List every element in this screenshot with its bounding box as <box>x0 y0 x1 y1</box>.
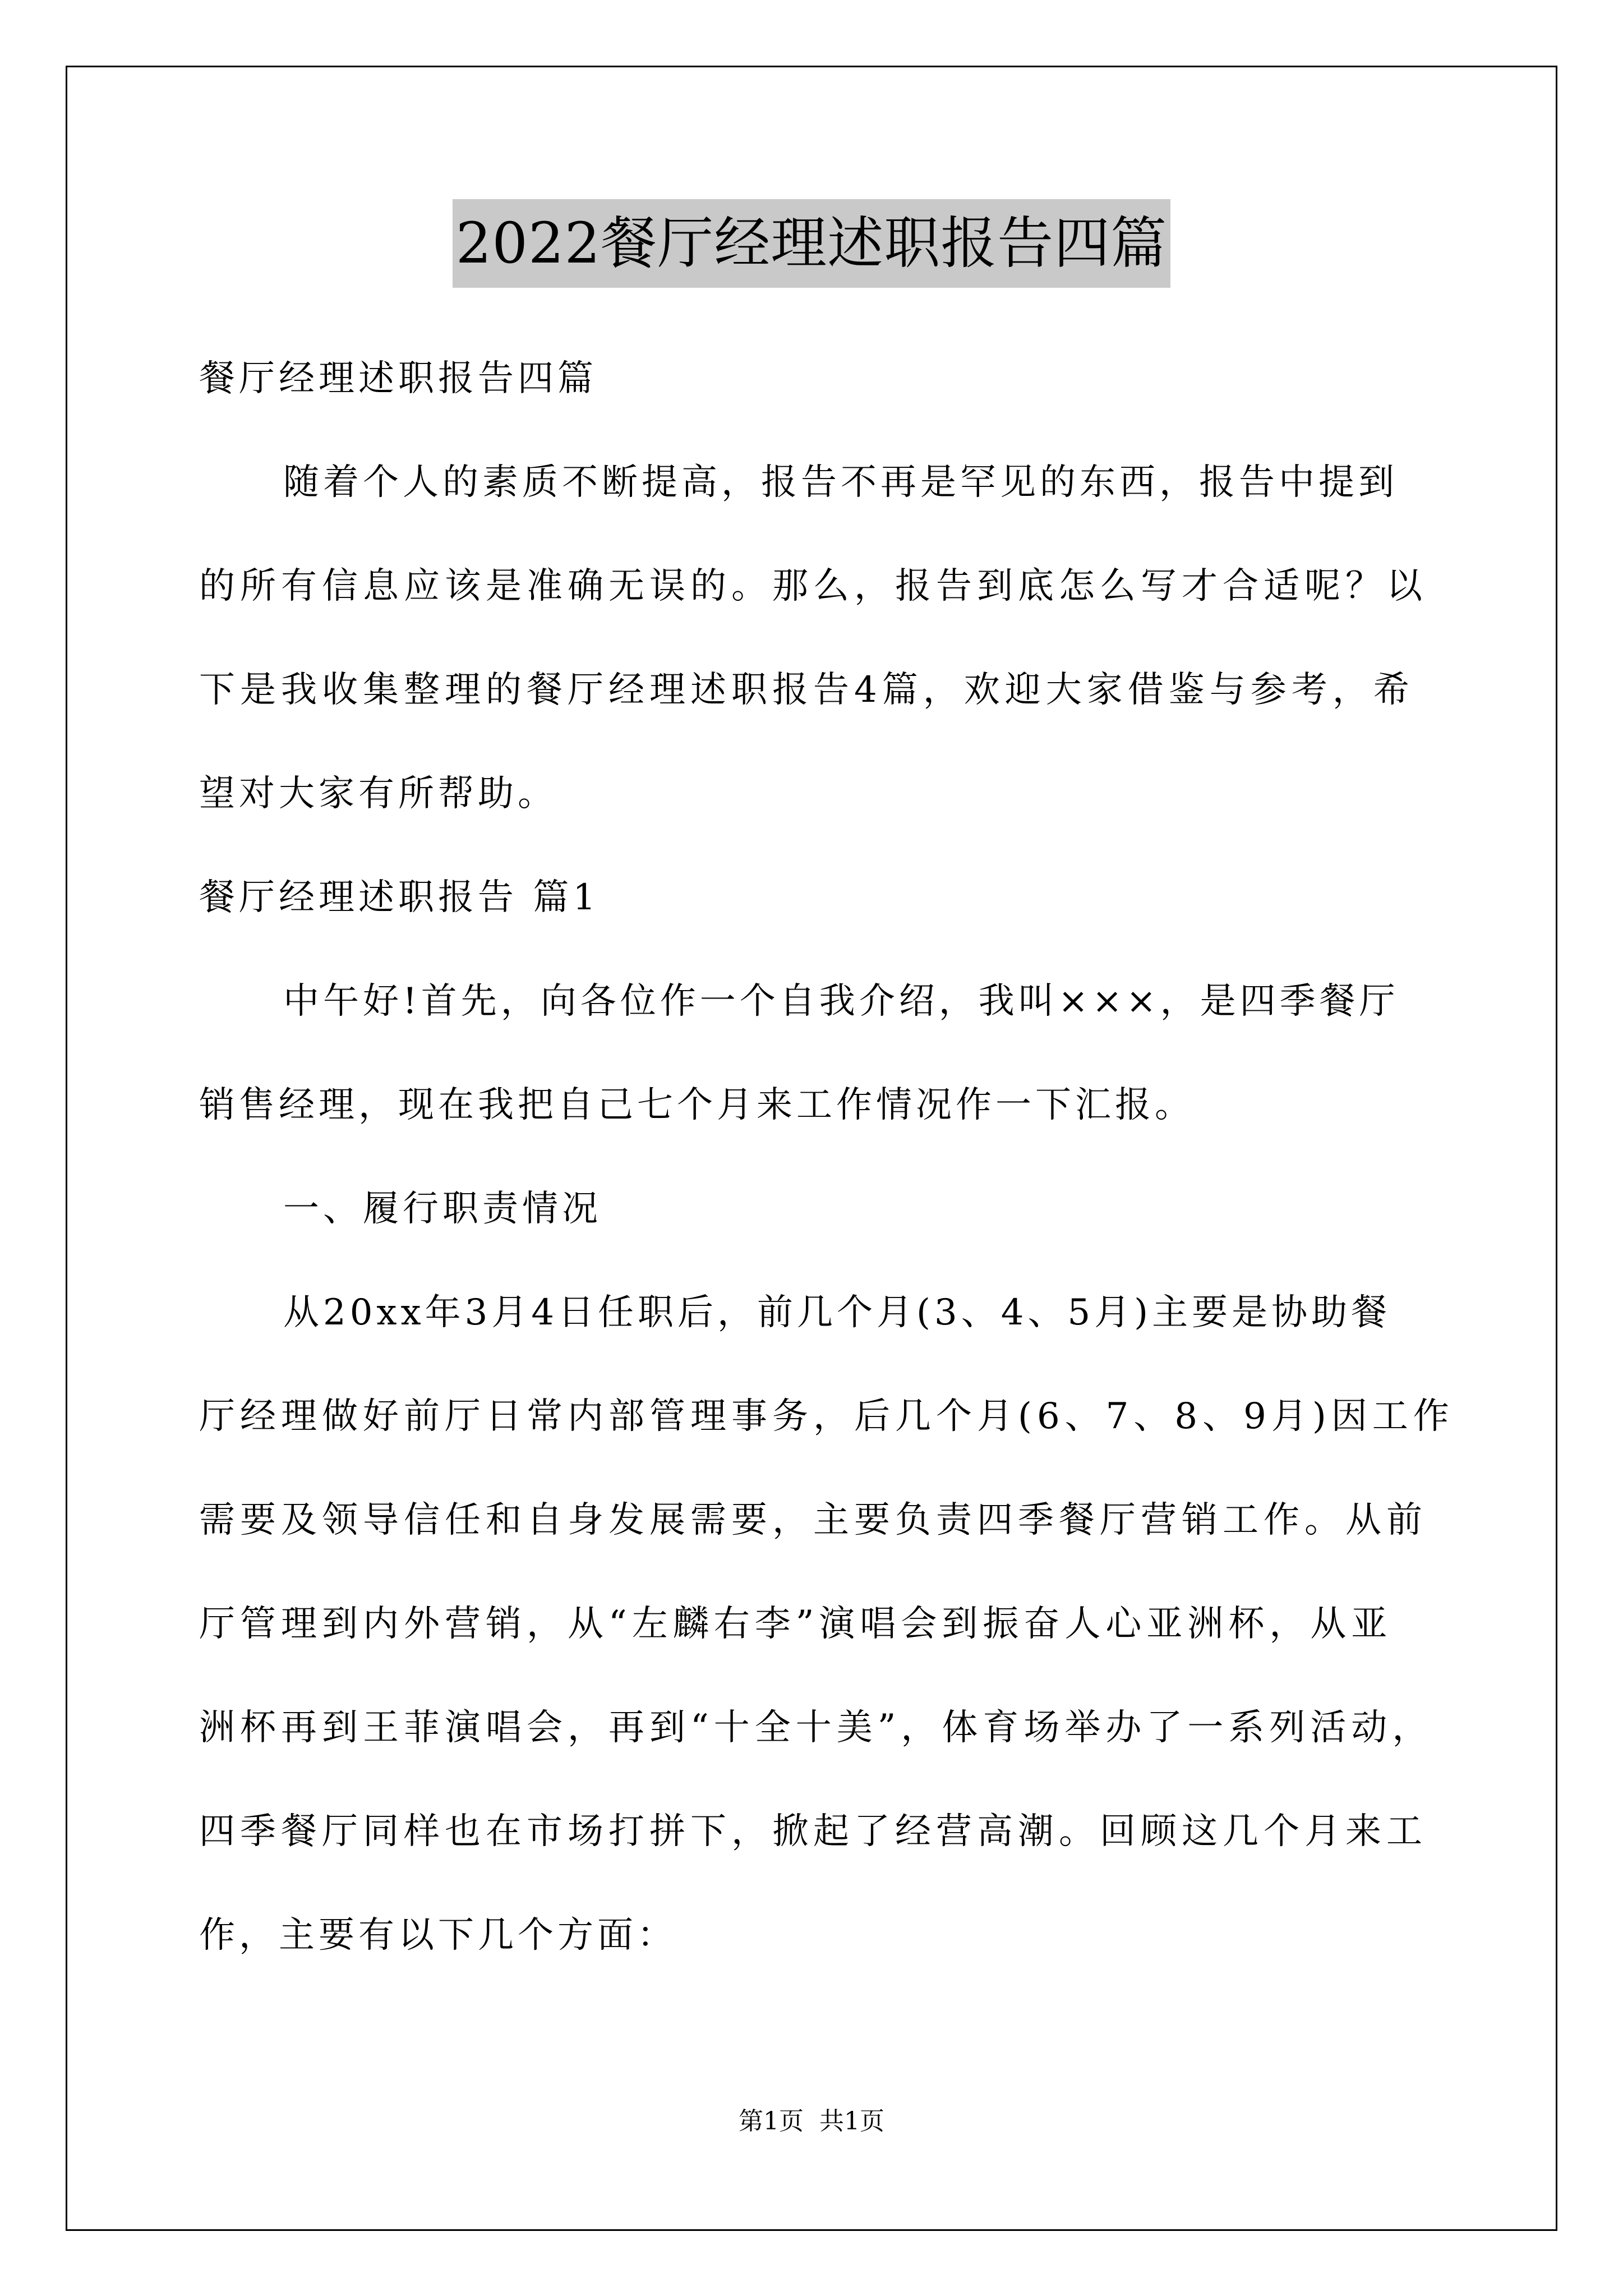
intro-line-2: 的所有信息应该是准确无误的。那么，报告到底怎么写才合适呢？以 <box>199 565 1427 607</box>
body-line-2: 厅经理做好前厅日常内部管理事务，后几个月(6、7、8、9月)因工作 <box>199 1396 1454 1437</box>
greeting-line-2: 销售经理，现在我把自己七个月来工作情况作一下汇报。 <box>199 1084 1195 1126</box>
document-title: 2022餐厅经理述职报告四篇 <box>453 199 1171 288</box>
section-heading: 餐厅经理述职报告 篇1 <box>199 877 600 918</box>
intro-line-1: 随着个人的素质不断提高，报告不再是罕见的东西，报告中提到 <box>283 462 1398 503</box>
body-line-4: 厅管理到内外营销，从“左麟右李”演唱会到振奋人心亚洲杯，从亚 <box>199 1603 1393 1645</box>
intro-line-4: 望对大家有所帮助。 <box>199 773 557 815</box>
intro-line-3: 下是我收集整理的餐厅经理述职报告4篇，欢迎大家借鉴与参考，希 <box>199 669 1414 711</box>
body-line-7: 作，主要有以下几个方面： <box>199 1915 677 1956</box>
subheading: 一、履行职责情况 <box>283 1188 602 1230</box>
body-line-1: 从20xx年3月4日任职后，前几个月(3、4、5月)主要是协助餐 <box>283 1292 1391 1333</box>
document-subtitle: 餐厅经理述职报告四篇 <box>199 358 597 399</box>
greeting-line-1: 中午好!首先，向各位作一个自我介绍，我叫×××，是四季餐厅 <box>283 981 1399 1022</box>
page-footer <box>0 2105 1623 2138</box>
title-container <box>0 199 1623 288</box>
body-line-5: 洲杯再到王菲演唱会，再到“十全十美”，体育场举办了一系列活动， <box>199 1707 1433 1749</box>
page-number: 第1页 <box>739 2107 804 2136</box>
body-line-6: 四季餐厅同样也在市场打拼下，掀起了经营高潮。回顾这几个月来工 <box>199 1811 1427 1852</box>
page-total: 共1页 <box>819 2107 884 2136</box>
body-line-3: 需要及领导信任和自身发展需要，主要负责四季餐厅营销工作。从前 <box>199 1499 1427 1541</box>
